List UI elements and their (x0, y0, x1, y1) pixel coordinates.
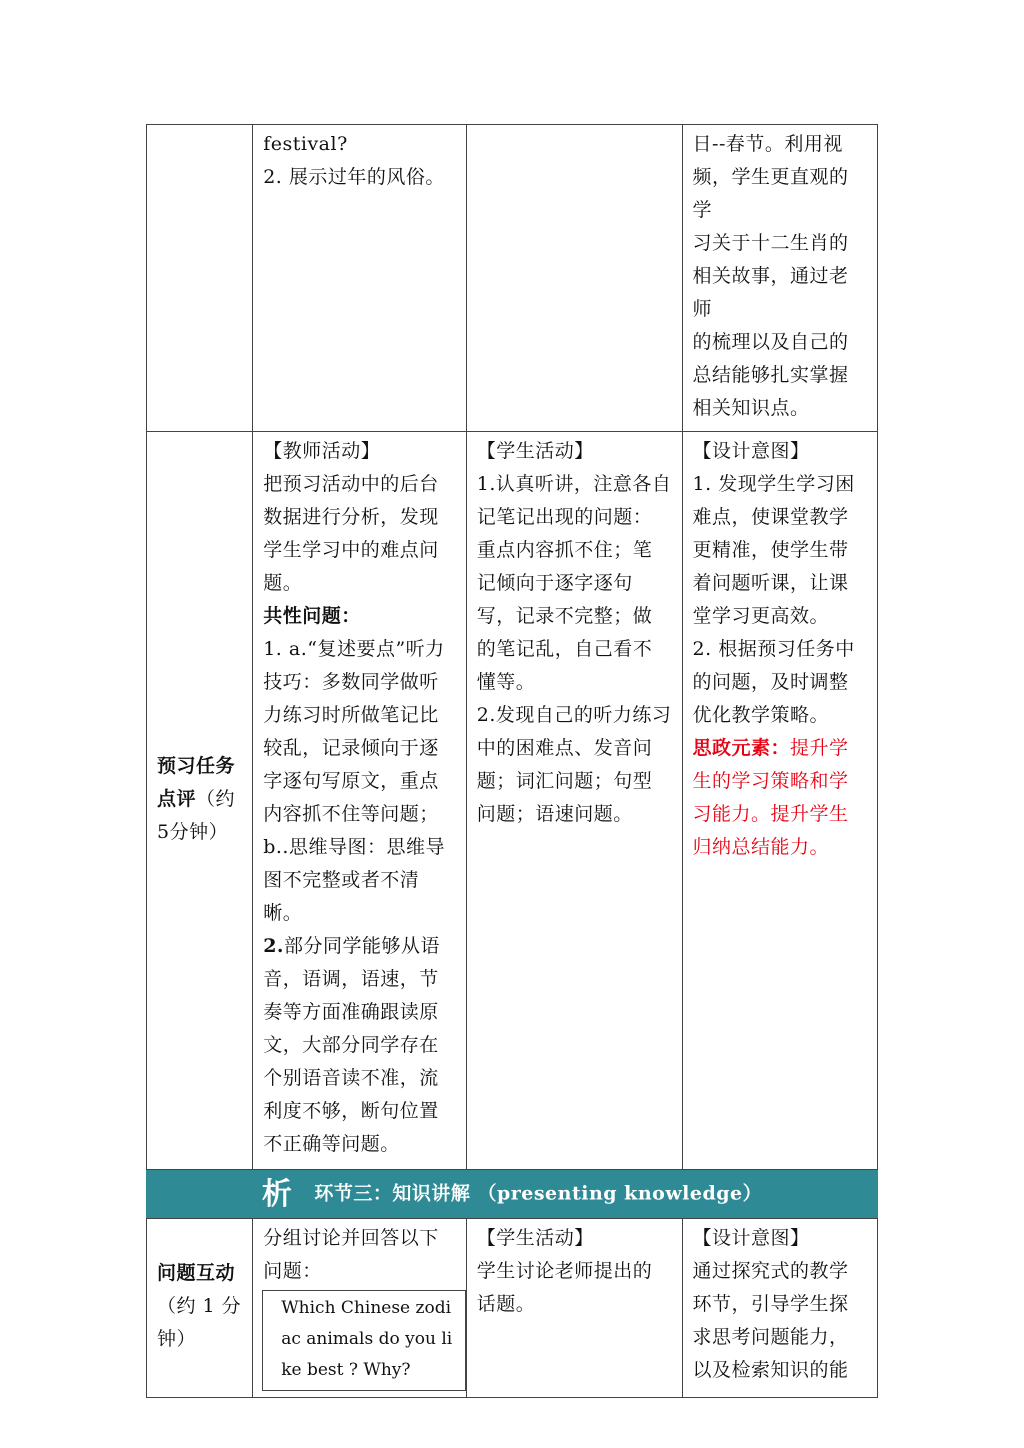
section-header (147, 1170, 878, 1219)
text-line: 总结能够扎实掌握 (692, 364, 849, 386)
issue-item-1: 1. a.“复述要点”听力技巧：多数同学做听力练习时所做笔记比较乱，记录倾向于逐字逐句写原文，重点内容抓不住等问题； (263, 638, 445, 825)
stage-duration: （约 1 分钟） (157, 1295, 242, 1350)
text-line: 相关故事，通过老师 (692, 265, 849, 320)
table-row-question-interaction (147, 1219, 878, 1398)
text-line: 日--春节。利用视 (692, 133, 843, 155)
issue-item-2-text: 部分同学能够从语音，语调，语速，节奏等方面准确跟读原文，大部分同学存在个别语音读不准，流利度不够，断句位置不正确等问题。 (263, 935, 441, 1155)
design-intent-cell (682, 432, 877, 1170)
text-line: 习关于十二生肖的 (692, 232, 849, 254)
student-activity-header: 【学生活动】 (476, 440, 594, 462)
issue-item-2 (263, 930, 456, 1161)
ideology-text: 提升学生的学习策略和学习能力。提升学生归纳总结能力。 (692, 737, 849, 858)
ideology-label: 思政元素： (692, 737, 791, 759)
design-item-1: 1. 发现学生学习困难点，使课堂教学更精准，使学生带着问题听课，让课堂学习更高效。 (692, 473, 855, 627)
teacher-activity-cell (253, 1219, 467, 1398)
discussion-question-box (262, 1290, 466, 1391)
design-text: 通过探究式的教学环节，引导学生探求思考问题能力，以及检索知识的能 (692, 1260, 849, 1381)
discussion-question: Which Chinese zodiac animals do you like best ? Why? (281, 1298, 453, 1380)
text-line: 的梳理以及自己的 (692, 331, 849, 353)
stage-cell (147, 1219, 253, 1398)
text-line: festival? (263, 133, 348, 155)
stage-title: 预习任务点评 (157, 754, 236, 810)
student-activity-cell (466, 1219, 682, 1398)
student-activity-header: 【学生活动】 (476, 1227, 594, 1249)
section-title: 环节三：知识讲解 （presenting knowledge） (314, 1182, 763, 1205)
teacher-activity-cell (253, 432, 467, 1170)
teacher-intro: 把预习活动中的后台数据进行分析，发现学生学习中的难点问题。 (263, 473, 439, 594)
design-intent-header: 【设计意图】 (692, 1227, 810, 1249)
issue-item-1b: b..思维导图：思维导图不完整或者不清晰。 (263, 836, 445, 924)
student-item-2: 2.发现自己的听力练习中的困难点、发音问题；词汇问题；句型问题；语速问题。 (476, 704, 672, 825)
student-activity-cell-empty (466, 125, 682, 432)
text-line: 相关知识点。 (692, 397, 810, 419)
ideology-element (693, 732, 867, 864)
stage-cell (147, 432, 253, 1170)
issue-item-2-number: 2. (263, 935, 285, 957)
teacher-activity-cell (253, 125, 467, 432)
student-activity-cell (466, 432, 682, 1170)
stage-cell-empty (147, 125, 253, 432)
section-header-row (147, 1170, 878, 1219)
stage-duration: （约5分钟） (157, 787, 236, 843)
text-line: 2. 展示过年的风俗。 (263, 166, 445, 188)
section-big-char: 析 (261, 1176, 293, 1212)
common-issues-label: 共性问题： (263, 605, 361, 627)
table-row-preview-review (147, 432, 878, 1170)
teacher-intro: 分组讨论并回答以下问题： (263, 1227, 439, 1282)
design-intent-cell (682, 1219, 877, 1398)
student-item-1: 1.认真听讲，注意各自记笔记出现的问题：重点内容抓不住；笔记倾向于逐字逐句写，记录不完整；做的笔记乱，自己看不懂等。 (476, 473, 672, 693)
design-intent-header: 【设计意图】 (692, 440, 810, 462)
stage-title: 问题互动 (157, 1262, 236, 1284)
student-text: 学生讨论老师提出的话题。 (476, 1260, 653, 1315)
design-intent-cell (682, 125, 877, 432)
lesson-plan-table (146, 124, 878, 1398)
text-line: 频，学生更直观的学 (692, 166, 849, 221)
table-row-continuation (147, 125, 878, 432)
teacher-activity-header: 【教师活动】 (263, 440, 381, 462)
design-item-2: 2. 根据预习任务中的问题，及时调整优化教学策略。 (692, 638, 855, 726)
